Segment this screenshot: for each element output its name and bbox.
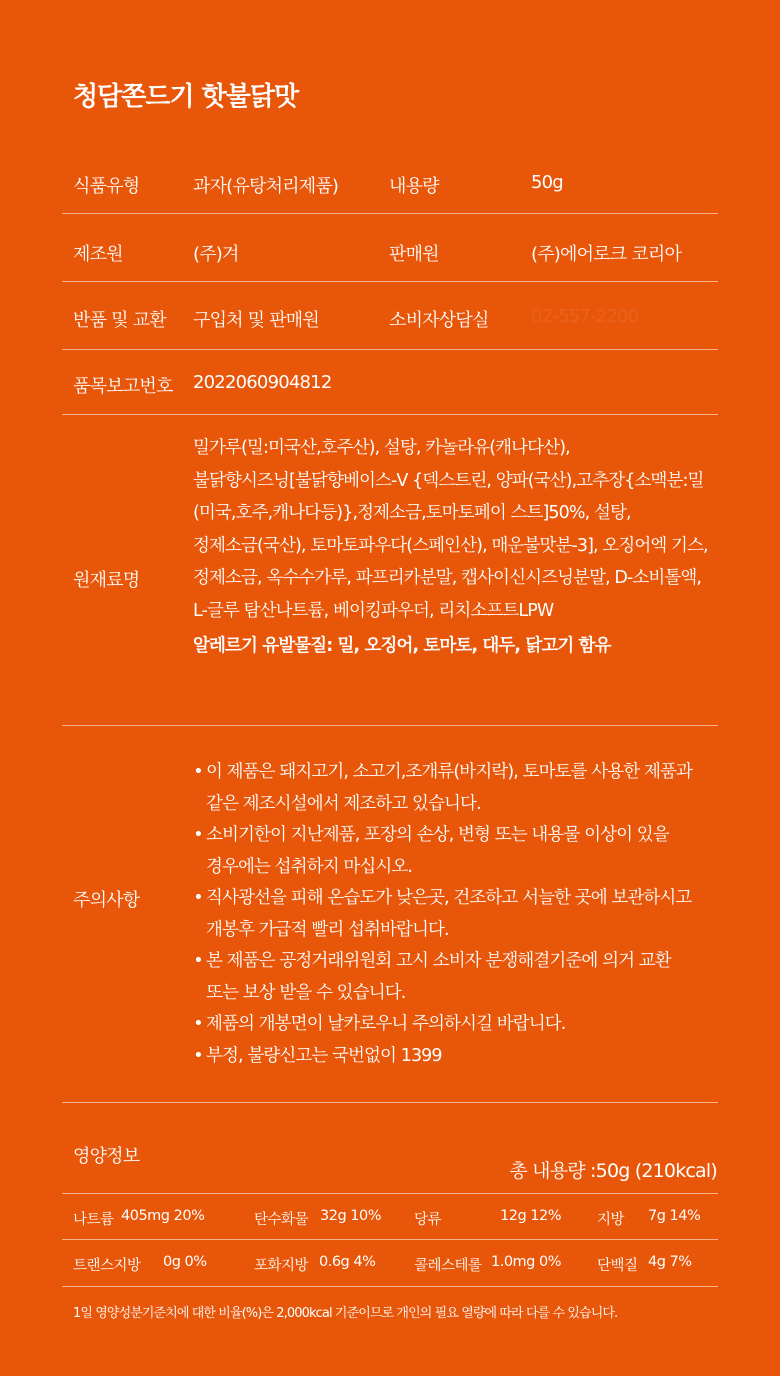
seller-label: 판매원 — [389, 244, 439, 265]
nutrient-name: 나트륨 — [73, 1212, 114, 1228]
nutrient-value: 0g 0% — [163, 1254, 207, 1270]
manufacturer-value: (주)겨 — [193, 244, 239, 265]
nutrient-name: 지방 — [597, 1212, 625, 1228]
divider — [62, 725, 718, 726]
ingredients-line: 불닭향시즈닝[불닭향베이스-V {덱스트린, 양파(국산),고추장{소맥분:밀 — [193, 470, 704, 491]
nutrient-name: 단백질 — [597, 1258, 638, 1274]
nutrient-value: 12g 12% — [500, 1208, 561, 1224]
divider — [62, 213, 718, 214]
nutrient-name: 트랜스지방 — [73, 1258, 141, 1274]
nutrient-value: 0.6g 4% — [319, 1254, 376, 1270]
bullet: • — [193, 1014, 203, 1034]
report-number-label: 품목보고번호 — [73, 376, 173, 397]
return-value: 구입처 및 판매원 — [193, 310, 319, 331]
caution-item — [190, 757, 692, 820]
ingredients-line: 정제소금, 옥수수가루, 파프리카분말, 캡사이신시즈닝분말, D-소비톨액, — [193, 568, 702, 588]
ingredients-line: L-글루 탐산나트륨, 베이킹파우더, 리치소프트LPW — [193, 600, 554, 621]
seller-value: (주)에어로크 코리아 — [531, 244, 682, 265]
caution-text: 본 제품은 공정거래위원회 고시 소비자 분쟁해결기준에 의거 교환 또는 보상 받을 수 있습니다. — [206, 951, 671, 1003]
divider — [62, 1102, 718, 1103]
caution-item — [190, 883, 692, 946]
nutrient-value: 1.0mg 0% — [491, 1254, 562, 1270]
caution-item — [190, 820, 692, 883]
nutrient-value: 4g 7% — [648, 1254, 692, 1270]
bullet: • — [193, 951, 203, 971]
caution-text: 이 제품은 돼지고기, 소고기,조개류(바지락), 토마토를 사용한 제품과 같은 제조시설에서 제조하고 있습니다. — [206, 762, 692, 814]
nutrient-name: 콜레스테롤 — [414, 1258, 482, 1274]
content-value: 50g — [531, 172, 563, 193]
divider — [62, 349, 718, 350]
nutrient-value: 405mg 20% — [121, 1208, 205, 1224]
nutrient-name: 탄수화물 — [254, 1212, 309, 1228]
divider — [62, 281, 718, 282]
consumer-center-label: 소비자상담실 — [389, 310, 489, 331]
caution-item — [190, 946, 692, 1009]
caution-text: 부정, 불량신고는 국번없이 1399 — [206, 1045, 442, 1066]
caution-item — [190, 1041, 692, 1073]
content-label: 내용량 — [389, 176, 439, 197]
nutrient-name: 포화지방 — [254, 1258, 309, 1274]
nutrient-value: 7g 14% — [648, 1208, 701, 1224]
cautions-list — [190, 757, 692, 1072]
ingredients-list — [193, 432, 708, 627]
divider — [62, 1239, 718, 1240]
return-label: 반품 및 교환 — [73, 310, 166, 331]
bullet: • — [193, 825, 203, 845]
consumer-center-value: 02-557-2200 — [531, 306, 639, 327]
bullet: • — [193, 1045, 203, 1066]
caution-item — [190, 1009, 692, 1041]
divider — [62, 1193, 718, 1194]
nutrition-total: 총 내용량 :50g (210kcal) — [509, 1160, 717, 1182]
food-type-value: 과자(유탕처리제품) — [193, 176, 339, 197]
report-number-value: 2022060904812 — [193, 372, 332, 393]
caution-text: 직사광선을 피해 온습도가 낮은곳, 건조하고 서늘한 곳에 보관하시고 개봉후 가급적 빨리 섭취바랍니다. — [206, 888, 692, 940]
nutrition-footnote: 1일 영양성분기준치에 대한 비율(%)은 2,000kcal 기준이므로 개인의 필요 열량에 따라 다를 수 있습니다. — [73, 1306, 618, 1321]
caution-text: 소비기한이 지난제품, 포장의 손상, 변형 또는 내용물 이상이 있을 경우에는 섭취하지 마십시오. — [206, 825, 669, 877]
allergy-notice: 알레르기 유발물질: 밀, 오징어, 토마토, 대두, 닭고기 함유 — [193, 636, 611, 656]
nutrient-name: 당류 — [414, 1212, 442, 1228]
cautions-label: 주의사항 — [73, 890, 140, 911]
bullet: • — [193, 888, 203, 908]
nutrition-title: 영양정보 — [73, 1146, 140, 1167]
ingredients-line: 밀가루(밀:미국산,호주산), 설탕, 카놀라유(캐나다산), — [193, 438, 570, 458]
divider — [62, 1286, 718, 1287]
food-type-label: 식품유형 — [73, 176, 140, 197]
ingredients-line: 정제소금(국산), 토마토파우다(스페인산), 매운불맛분-3], 오징어엑 기스, — [193, 535, 708, 556]
nutrient-value: 32g 10% — [320, 1208, 381, 1224]
product-title: 청담쫀드기 핫불닭맛 — [73, 82, 299, 112]
bullet: • — [193, 762, 203, 782]
ingredients-label: 원재료명 — [73, 570, 140, 591]
caution-text: 제품의 개봉면이 날카로우니 주의하시길 바랍니다. — [206, 1014, 566, 1034]
divider — [62, 414, 718, 415]
manufacturer-label: 제조원 — [73, 244, 123, 265]
ingredients-line: (미국,호주,캐나다등)},정제소금,토마토페이 스트]50%, 설탕, — [193, 503, 631, 523]
